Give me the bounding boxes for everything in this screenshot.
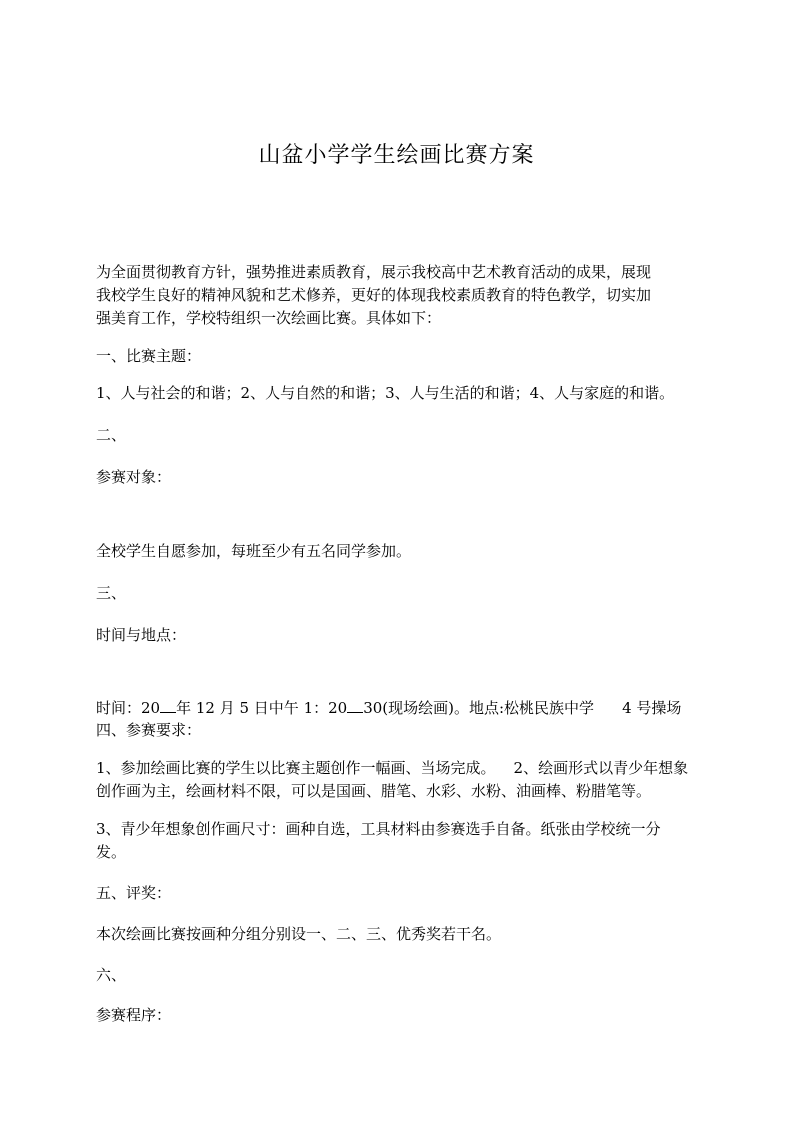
year-blank [160,698,176,713]
section2-number: 二、 [96,426,127,444]
section4-item3-line2: 发。 [96,843,127,861]
time-date: 年 12 月 5 日中午 1：20 [176,699,348,717]
section6-heading: 参赛程序： [96,1006,172,1024]
section6-number: 六、 [96,966,127,984]
document-title: 山盆小学学生绘画比赛方案 [258,143,535,168]
section3-heading: 时间与地点： [96,626,187,644]
intro-line-1: 为全面贯彻教育方针，强势推进素质教育，展示我校高中艺术教育活动的成果，展现 [96,263,652,281]
section2-heading: 参赛对象： [96,468,172,486]
section1-body: 1、人与社会的和谐；2、人与自然的和谐；3、人与生活的和谐；4、人与家庭的和谐。 [96,384,675,402]
time-label: 时间：20 [96,699,161,717]
section4-item1-line2: 创作画为主，绘画材料不限，可以是国画、腊笔、水彩、水粉、油画棒、粉腊笔等。 [96,782,652,800]
requirement-2: 2、绘画形式以青少年想象 [513,759,689,777]
section4-item1-line1 [96,757,688,779]
section1-heading: 一、比赛主题： [96,347,202,365]
intro-line-2: 我校学生良好的精神风貌和艺术修养，更好的体现我校素质教育的特色教学，切实加 [96,286,652,304]
requirement-1: 1、参加绘画比赛的学生以比赛主题创作一幅画、当场完成。 [96,759,496,777]
time-location: 30(现场绘画)。地点:松桃民族中学 [363,699,595,717]
section4-item3-line1: 3、青少年想象创作画尺寸：画种自选，工具材料由参赛选手自备。纸张由学校统一分 [96,820,661,838]
section5-body: 本次绘画比赛按画种分组分别设一、二、三、优秀奖若干名。 [96,925,502,943]
section3-body [96,697,681,719]
section4-heading: 四、参赛要求： [96,721,202,739]
section2-body: 全校学生自愿参加，每班至少有五名同学参加。 [96,542,412,560]
section3-number: 三、 [96,584,127,602]
location-field: 4 号操场 [622,699,682,717]
intro-line-3: 强美育工作，学校特组织一次绘画比赛。具体如下： [96,309,442,327]
section5-heading: 五、评奖： [96,884,172,902]
time-blank [347,698,363,713]
